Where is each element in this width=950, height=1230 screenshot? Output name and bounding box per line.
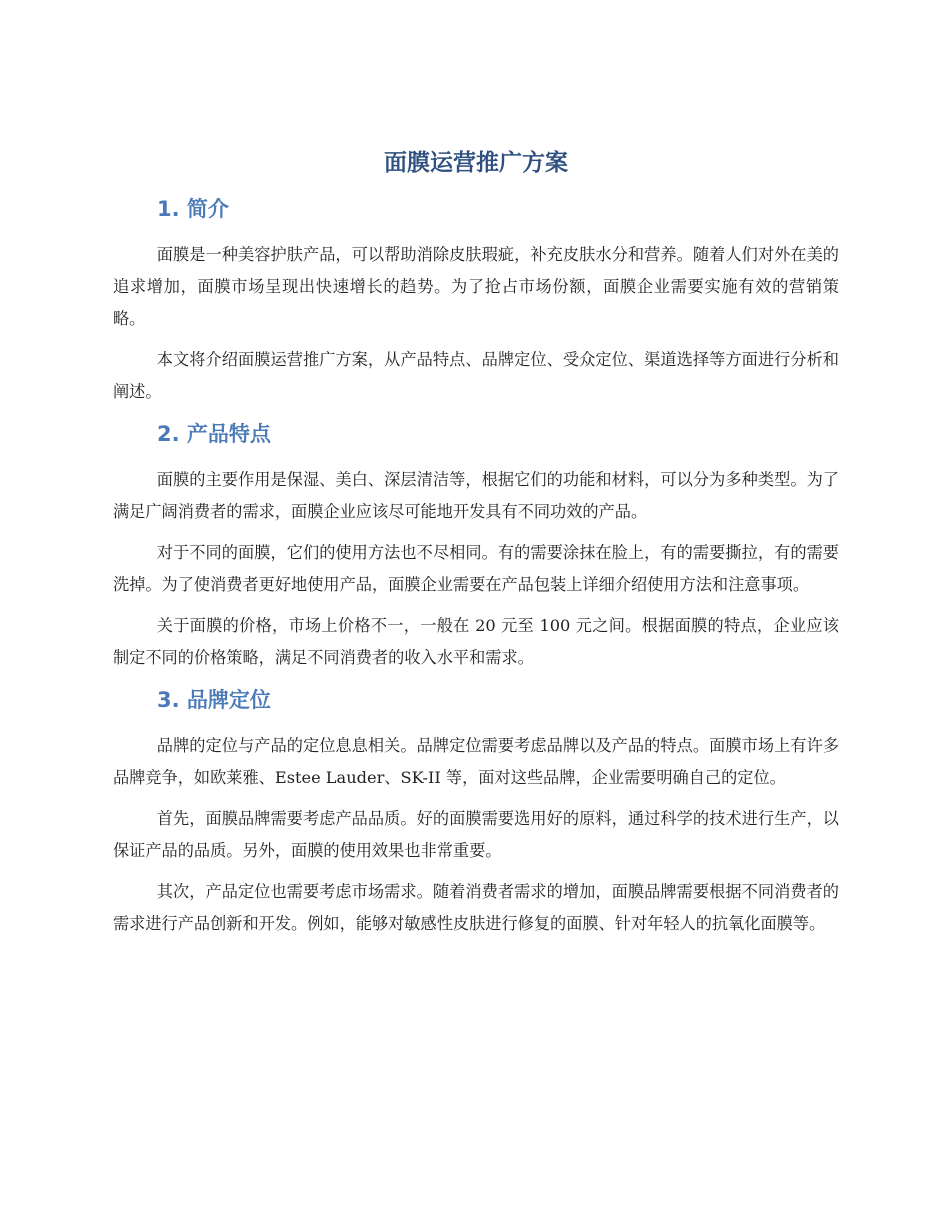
section-heading: 2. 产品特点 <box>157 422 271 446</box>
paragraph: 对于不同的面膜，它们的使用方法也不尽相同。有的需要涂抹在脸上，有的需要撕拉，有的需要洗掉。为了使消费者更好地使用产品，面膜企业需要在产品包装上详细介绍使用方法和注意事项。 <box>113 543 839 594</box>
paragraph: 品牌的定位与产品的定位息息相关。品牌定位需要考虑品牌以及产品的特点。面膜市场上有许多品牌竞争，如欧莱雅、Estee Lauder、SK-II 等，面对这些品牌，企业需要明确自己的定位。 <box>113 736 839 787</box>
section-brand-positioning <box>113 684 839 940</box>
paragraph: 关于面膜的价格，市场上价格不一，一般在 20 元至 100 元之间。根据面膜的特点，企业应该制定不同的价格策略，满足不同消费者的收入水平和需求。 <box>113 616 839 667</box>
paragraph: 本文将介绍面膜运营推广方案，从产品特点、品牌定位、受众定位、渠道选择等方面进行分析和阐述。 <box>113 350 839 401</box>
paragraph: 首先，面膜品牌需要考虑产品品质。好的面膜需要选用好的原料，通过科学的技术进行生产，以保证产品的品质。另外，面膜的使用效果也非常重要。 <box>113 809 839 860</box>
section-introduction <box>113 193 839 408</box>
section-product-features <box>113 418 839 674</box>
paragraph: 面膜的主要作用是保湿、美白、深层清洁等，根据它们的功能和材料，可以分为多种类型。为了满足广阔消费者的需求，面膜企业应该尽可能地开发具有不同功效的产品。 <box>113 470 839 521</box>
document-title: 面膜运营推广方案 <box>384 150 568 176</box>
section-heading: 1. 简介 <box>157 197 229 221</box>
section-heading: 3. 品牌定位 <box>157 688 271 712</box>
paragraph: 面膜是一种美容护肤产品，可以帮助消除皮肤瑕疵，补充皮肤水分和营养。随着人们对外在美的追求增加，面膜市场呈现出快速增长的趋势。为了抢占市场份额，面膜企业需要实施有效的营销策略。 <box>113 245 839 328</box>
document-content <box>113 145 839 949</box>
paragraph: 其次，产品定位也需要考虑市场需求。随着消费者需求的增加，面膜品牌需要根据不同消费者的需求进行产品创新和开发。例如，能够对敏感性皮肤进行修复的面膜、针对年轻人的抗氧化面膜等。 <box>113 882 839 933</box>
